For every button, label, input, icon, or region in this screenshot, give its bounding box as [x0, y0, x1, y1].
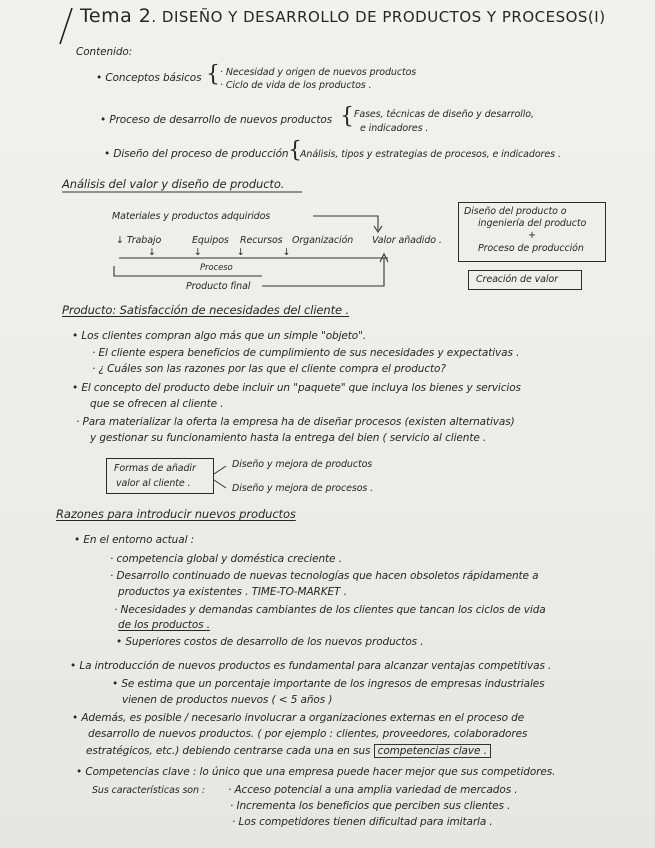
razones-item: · Necesidades y demandas cambiantes de los clientes que tancan los ciclos de vida [114, 604, 546, 616]
diseno-item: Análisis, tipos y estrategias de procesos, e indicadores . [300, 149, 561, 160]
page-title [80, 5, 606, 27]
producto-line: que se ofrecen al cliente . [90, 398, 224, 410]
brace-icon: { [288, 138, 302, 163]
producto-line: • El concepto del producto debe incluir un "paquete" que incluya los bienes y servicios [72, 382, 521, 394]
input-organizacion: Organización [292, 235, 354, 246]
formas-line: Formas de añadir [114, 463, 196, 474]
producto-heading: Producto: Satisfacción de necesidades del cliente . [62, 303, 350, 317]
razones-item: de los productos . [118, 619, 210, 631]
producto-final-label: Producto final [186, 281, 251, 292]
ademas-line: desarrollo de nuevos productos. ( por ejemplo : clientes, proveedores, colaboradores [88, 728, 528, 740]
input-equipos: Equipos [192, 235, 229, 246]
razones-item: productos ya existentes . TIME-TO-MARKET . [118, 586, 347, 598]
analisis-heading: Análisis del valor y diseño de producto. [62, 177, 285, 191]
proceso-label: • Proceso de desarrollo de nuevos productos [100, 114, 333, 126]
conceptos-item: · Necesidad y origen de nuevos productos [220, 67, 417, 78]
proceso-item: Fases, técnicas de diseño y desarrollo, [354, 109, 534, 120]
competencias-label: Sus características son : [92, 785, 205, 796]
competencias-item: · Incrementa los beneficios que perciben sus clientes . [230, 800, 511, 812]
creacion-valor-label: Creación de valor [476, 274, 558, 285]
conceptos-item: · Ciclo de vida de los productos . [220, 80, 372, 91]
contenido-label: Contenido: [76, 46, 133, 58]
competencias-intro: • Competencias clave : lo único que una empresa puede hacer mejor que sus competidores. [76, 766, 556, 778]
competencias-item: · Acceso potencial a una amplia variedad de mercados . [228, 784, 518, 796]
input-recursos: Recursos [240, 235, 283, 246]
intro-line: vienen de productos nuevos ( < 5 años ) [122, 694, 333, 706]
intro-line: • La introducción de nuevos productos es fundamental para alcanzar ventajas competitivas . [70, 660, 552, 672]
box1-line: Diseño del producto o [464, 206, 567, 217]
conceptos-label: • Conceptos básicos [96, 72, 202, 84]
formas-line: valor al cliente . [116, 478, 191, 489]
competencias-clave-box: competencias clave . [374, 744, 491, 758]
producto-line: · ¿ Cuáles son las razones por las que el cliente compra el producto? [92, 363, 446, 375]
ademas-line: estratégicos, etc.) debiendo centrarse cada una en sus competencias clave . [86, 745, 491, 758]
intro-line: • Se estima que un porcentaje importante de los ingresos de empresas industriales [112, 678, 545, 690]
proceso-label-diagram: Proceso [200, 263, 233, 273]
producto-line: • Los clientes compran algo más que un simple "objeto". [72, 330, 367, 342]
razones-item: · competencia global y doméstica creciente . [110, 553, 342, 565]
box1-line: + [528, 230, 536, 241]
proceso-item: e indicadores . [360, 123, 429, 134]
razones-item: · Desarrollo continuado de nuevas tecnologías que hacen obsoletos rápidamente a [110, 570, 539, 582]
producto-line: y gestionar su funcionamiento hasta la entrega del bien ( servicio al cliente . [90, 432, 487, 444]
producto-line: · El cliente espera beneficios de cumplimiento de sus necesidades y expectativas . [92, 347, 520, 359]
title-number: Tema 2 [80, 5, 152, 27]
formas-item: Diseño y mejora de productos [232, 459, 373, 470]
producto-line: · Para materializar la oferta la empresa ha de diseñar procesos (existen alternativas) [76, 416, 515, 428]
competencias-item: · Los competidores tienen dificultad para imitarla . [232, 816, 493, 828]
title-text: . DISEÑO Y DESARROLLO DE PRODUCTOS Y PROCESOS(I) [151, 8, 606, 26]
razones-heading: Razones para introducir nuevos productos [56, 507, 296, 521]
box1-line: Proceso de producción [478, 243, 584, 254]
box1-line: ingeniería del producto [478, 218, 587, 229]
valor-anadido: Valor añadido . [372, 235, 442, 246]
brace-icon: { [206, 62, 220, 87]
ademas-line: • Además, es posible / necesario involucrar a organizaciones externas en el proceso de [72, 712, 525, 724]
brace-icon: { [340, 104, 354, 129]
razones-item: • Superiores costos de desarrollo de los nuevos productos . [116, 636, 424, 648]
entorno-label: • En el entorno actual : [74, 534, 195, 546]
arrow-down-icon: ↓ ↓ ↓ ↓ [148, 247, 291, 258]
input-trabajo: ↓ Trabajo [116, 235, 162, 246]
formas-item: Diseño y mejora de procesos . [232, 483, 374, 494]
materiales-label: Materiales y productos adquiridos [112, 211, 271, 222]
diseno-label: • Diseño del proceso de producción [104, 148, 289, 160]
